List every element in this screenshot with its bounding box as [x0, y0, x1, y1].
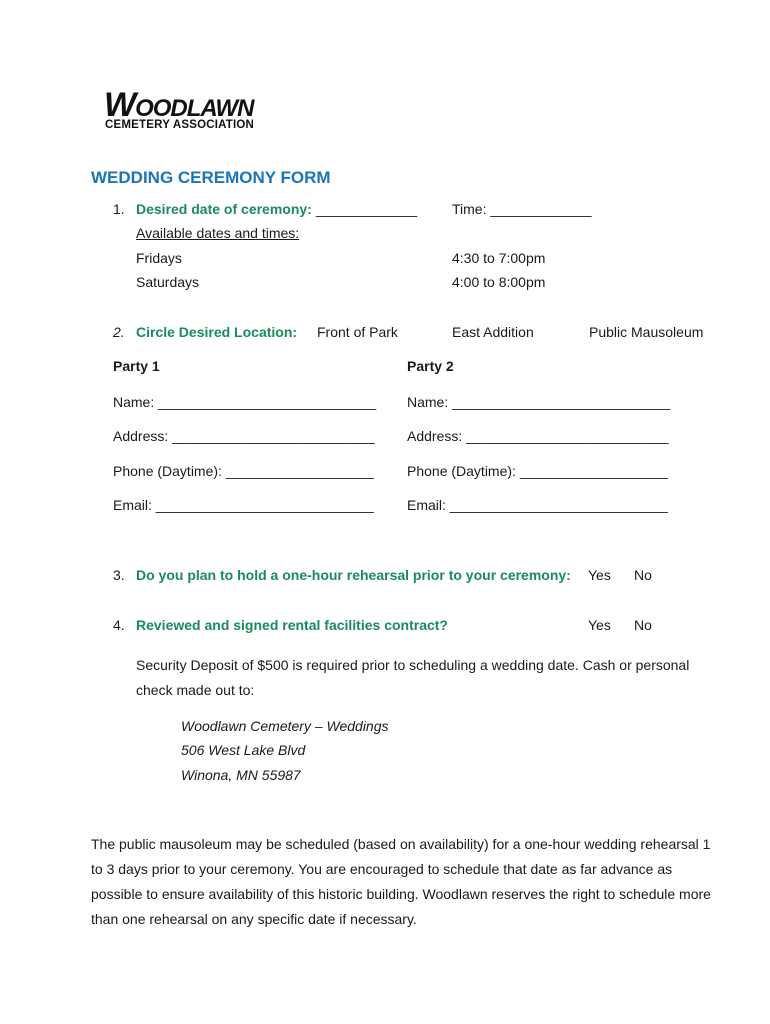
payee-address-line-3: Winona, MN 55987	[181, 767, 301, 783]
available-day-1: Fridays	[136, 250, 182, 266]
q2-number: 2.	[113, 324, 125, 340]
form-title: WEDDING CEREMONY FORM	[91, 168, 331, 187]
q1-time-field[interactable]: Time: _____________	[452, 201, 592, 217]
payee-address-line-1: Woodlawn Cemetery – Weddings	[181, 718, 389, 734]
party1-name-field[interactable]: Name: ____________________________	[113, 394, 377, 410]
q4-yes-option[interactable]: Yes	[588, 617, 611, 633]
party2-name-field[interactable]: Name: ____________________________	[407, 394, 671, 410]
party2-phone-field[interactable]: Phone (Daytime): ___________________	[407, 463, 668, 479]
q3-number: 3.	[113, 567, 125, 583]
location-option-east-addition[interactable]: East Addition	[452, 324, 534, 340]
deposit-text: Security Deposit of $500 is required prior to scheduling a wedding date. Cash or personal check made out to:	[136, 657, 690, 698]
logo-rest: OODLAWN	[135, 95, 254, 122]
party2-address-field[interactable]: Address: __________________________	[407, 428, 669, 444]
mausoleum-note-paragraph: The public mausoleum may be scheduled (based on availability) for a one-hour wedding rehearsal 1 to 3 days prior to your ceremony. You are encouraged to schedule that date as far advance as possible to ensure availability of this historic building. Woodlawn reserves the right to schedule more than one rehearsal on any specific date if necessary.	[91, 836, 711, 927]
party1-email-field[interactable]: Email: ____________________________	[113, 497, 374, 513]
q4-no-option[interactable]: No	[634, 617, 652, 633]
payee-address-line-2: 506 West Lake Blvd	[181, 742, 306, 758]
available-dates-header: Available dates and times:	[136, 225, 300, 241]
q2-label: Circle Desired Location:	[136, 324, 298, 340]
q4-label: Reviewed and signed rental facilities contract?	[136, 617, 448, 633]
party2-email-field[interactable]: Email: ____________________________	[407, 497, 668, 513]
available-time-1: 4:30 to 7:00pm	[452, 250, 546, 266]
q4-number: 4.	[113, 617, 125, 633]
logo-wordmark	[104, 88, 253, 122]
logo-subtitle: CEMETERY ASSOCIATION	[105, 119, 255, 131]
party2-header: Party 2	[407, 358, 454, 374]
location-option-front-of-park[interactable]: Front of Park	[317, 324, 398, 340]
location-option-public-mausoleum[interactable]: Public Mausoleum	[589, 324, 704, 340]
q3-yes-option[interactable]: Yes	[588, 567, 611, 583]
available-time-2: 4:00 to 8:00pm	[452, 274, 546, 290]
q1-number: 1.	[113, 201, 125, 217]
q1-label: Desired date of ceremony:	[136, 201, 312, 217]
available-day-2: Saturdays	[136, 274, 200, 290]
logo-initial: W	[104, 86, 136, 124]
party1-address-field[interactable]: Address: __________________________	[113, 428, 375, 444]
q3-label: Do you plan to hold a one-hour rehearsal prior to your ceremony:	[136, 567, 571, 583]
q3-no-option[interactable]: No	[634, 567, 652, 583]
party1-phone-field[interactable]: Phone (Daytime): ___________________	[113, 463, 374, 479]
party1-header: Party 1	[113, 358, 160, 374]
q1-date-field[interactable]: _____________	[316, 201, 418, 217]
